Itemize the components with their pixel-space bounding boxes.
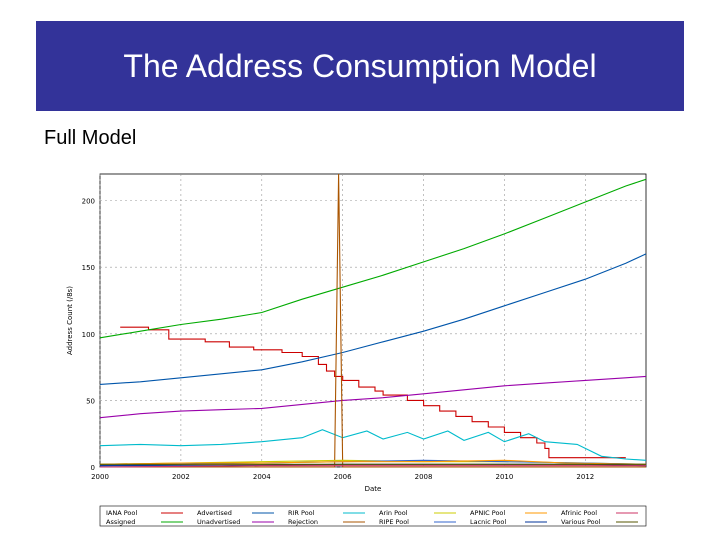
address-consumption-chart	[62, 170, 660, 532]
legend-label: Afrinic Pool	[561, 509, 597, 517]
slide-title-bar	[36, 21, 684, 111]
legend-label: Rejection	[288, 518, 319, 526]
x-tick-label: 2002	[171, 473, 190, 481]
legend-label: Unadvertised	[197, 518, 241, 526]
plot-frame	[100, 174, 646, 467]
x-tick-label: 2008	[414, 473, 433, 481]
y-tick-label: 100	[81, 330, 95, 339]
slide-title: The Address Consumption Model	[123, 47, 597, 84]
legend-label: Lacnic Pool	[470, 518, 507, 526]
x-tick-label: 2000	[91, 473, 109, 481]
y-tick-label: 200	[81, 197, 95, 206]
legend-label: Advertised	[197, 509, 232, 517]
x-tick-label: 2010	[495, 473, 514, 481]
legend-label: APNIC Pool	[470, 509, 506, 517]
legend-label: RIPE Pool	[379, 518, 409, 526]
x-tick-label: 2004	[252, 473, 271, 481]
y-tick-label: 50	[86, 397, 95, 406]
y-tick-label: 150	[81, 264, 95, 273]
x-axis-label: Date	[364, 485, 382, 493]
x-tick-label: 2012	[576, 473, 595, 481]
chart-container	[62, 170, 660, 532]
legend-label: Assigned	[106, 518, 136, 526]
slide-subtitle: Full Model	[44, 127, 137, 149]
legend-label: Arin Pool	[379, 509, 408, 517]
legend-label: RIR Pool	[288, 509, 315, 517]
legend-label: Various Pool	[561, 518, 601, 526]
x-tick-label: 2006	[333, 473, 352, 481]
y-tick-label: 0	[90, 464, 95, 472]
legend-label: IANA Pool	[106, 509, 138, 517]
y-axis-label: Address Count (/8s)	[66, 285, 74, 356]
